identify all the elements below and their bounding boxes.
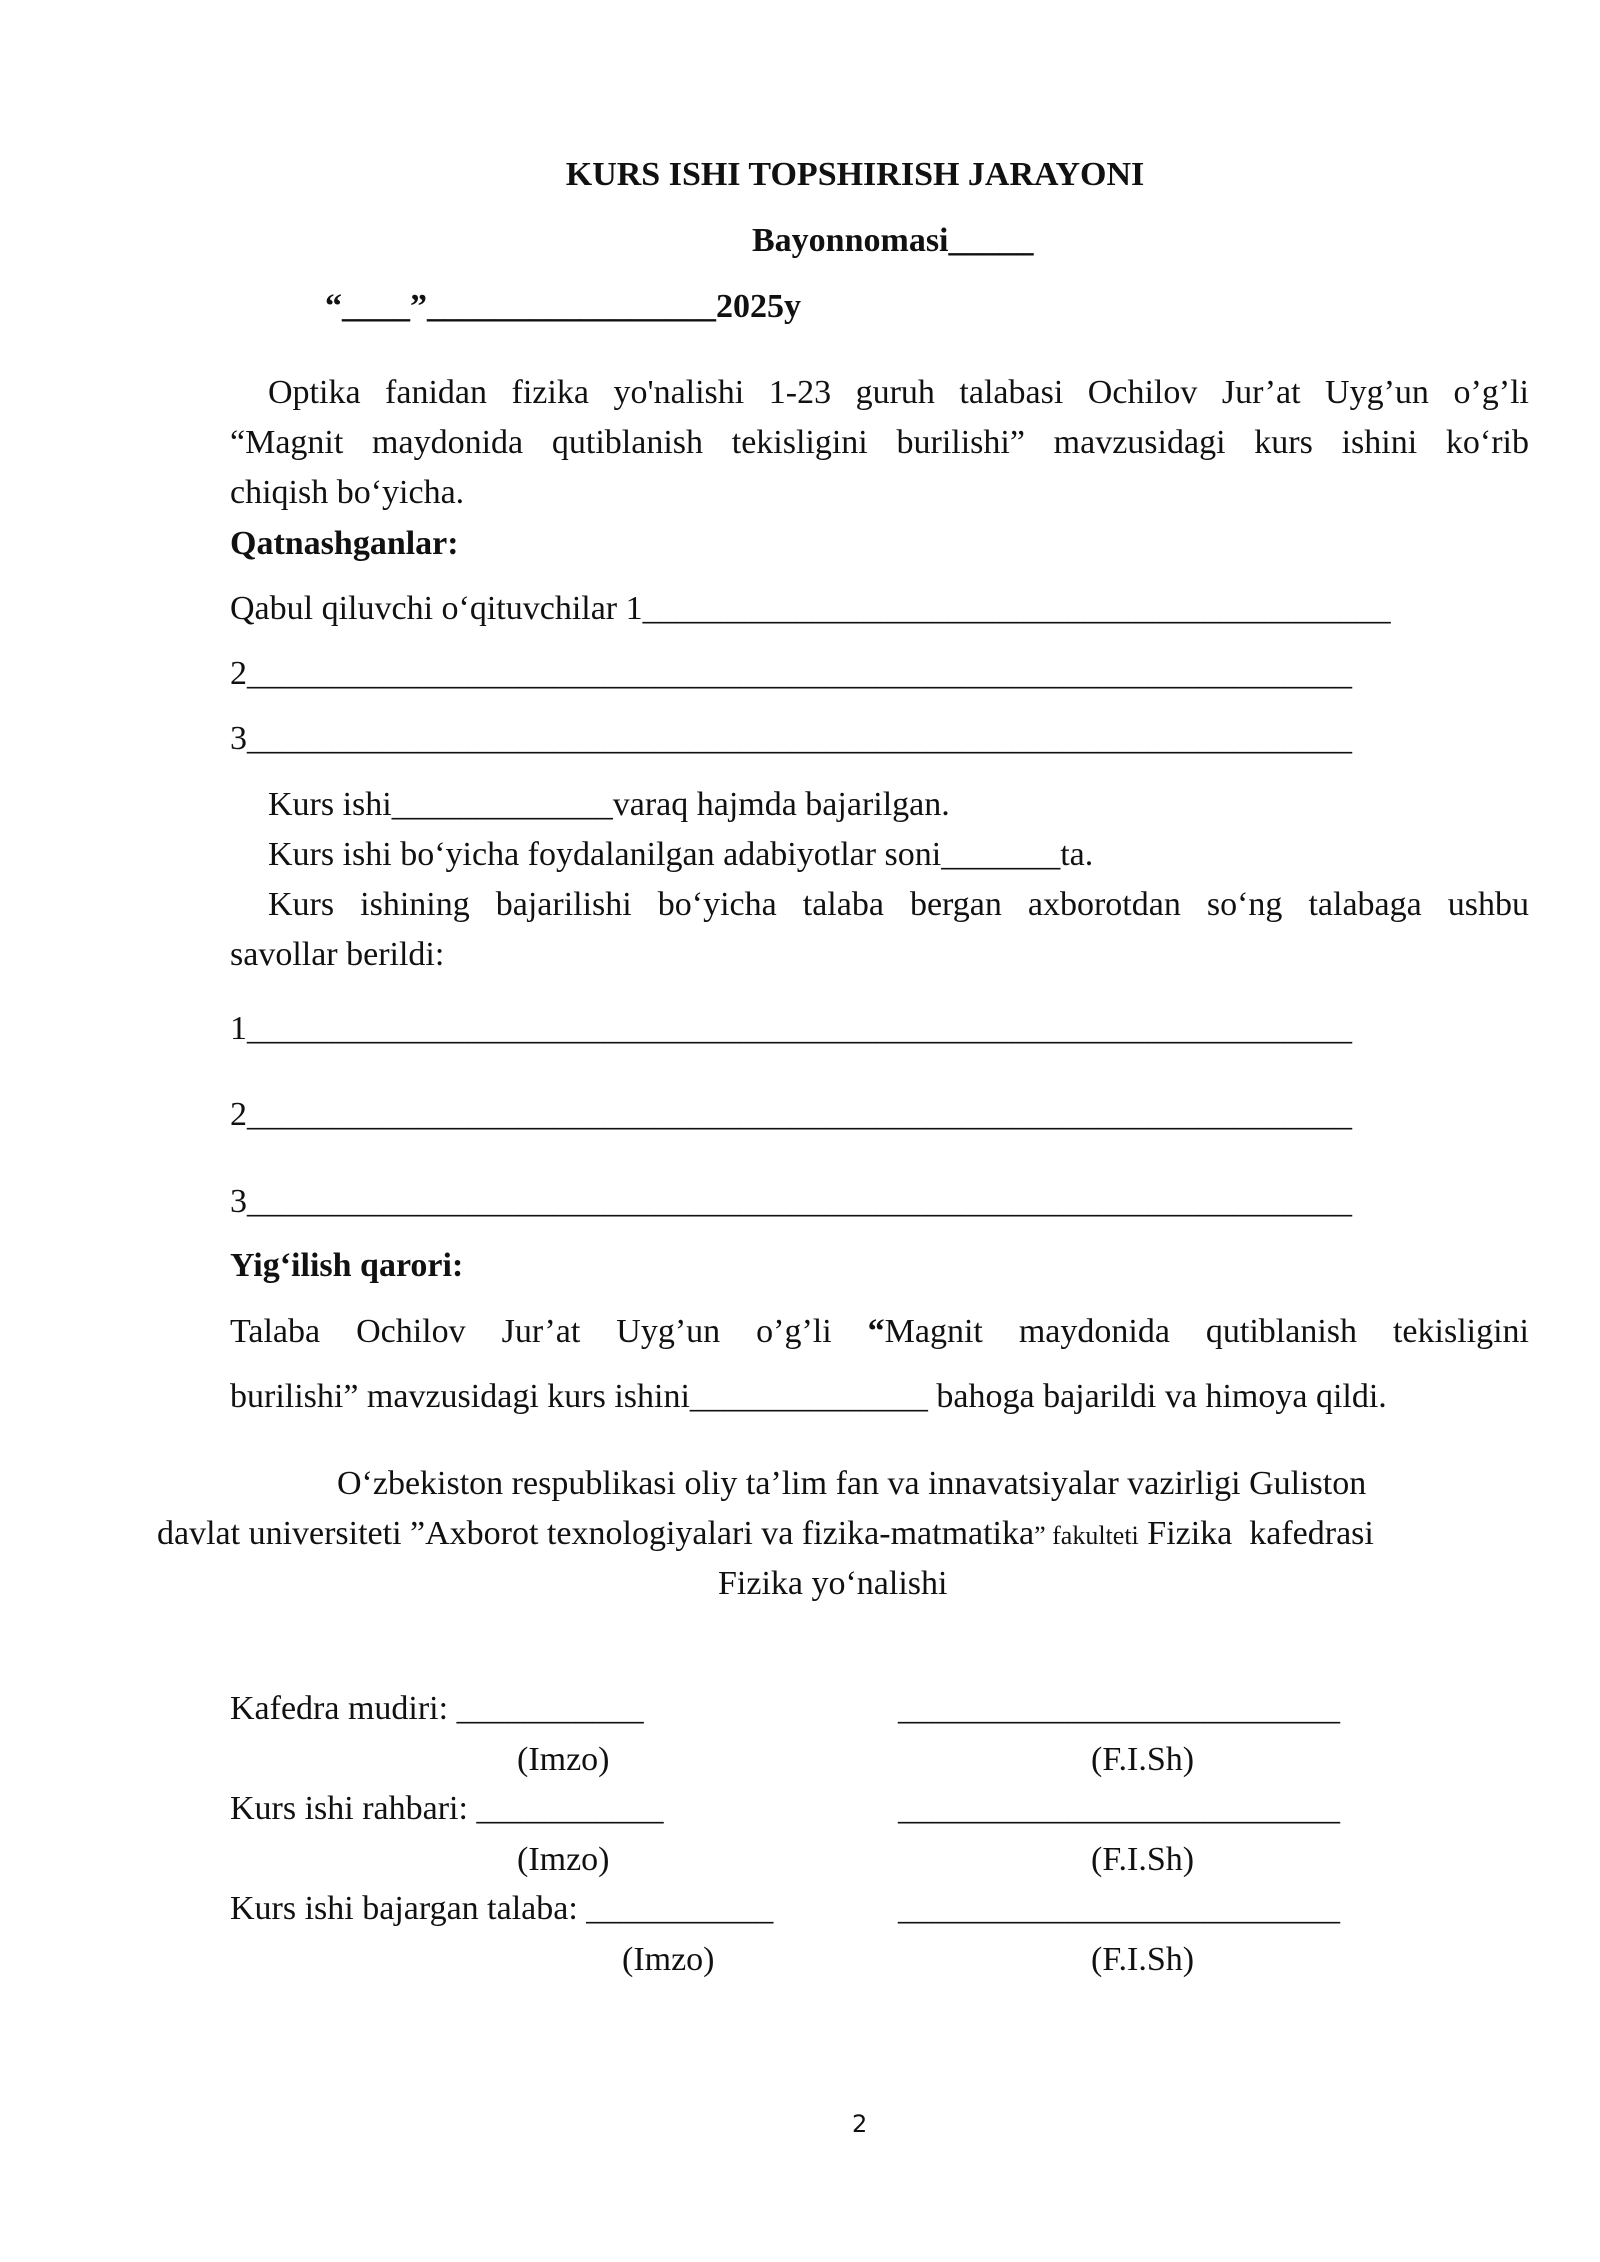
supervisor-label: Kurs ishi rahbari: ___________ (230, 1790, 664, 1827)
decision-open-quote: “ (867, 1313, 885, 1350)
institution-faculty: ” fakulteti (1034, 1521, 1139, 1550)
student-signature-caption: (Imzo) (622, 1941, 715, 1978)
questions-intro-line-1: Kurs ishining bajarilishi bo‘yicha talaba bergan axborotdan so‘ng talabaga ushbu (268, 886, 1529, 923)
participants-heading: Qatnashganlar: (230, 525, 459, 562)
decision-line-1-pre: Talaba Ochilov Jur’at Uyg’un o’g’li (230, 1313, 868, 1350)
decision-line-1 (230, 1315, 1529, 1349)
question-line-1: 1_________________________________________________________________ (230, 1010, 1352, 1047)
pages-count-line: Kurs ishi_____________varaq hajmda bajarilgan. (268, 786, 950, 823)
literature-count-line: Kurs ishi bo‘yicha foydalanilgan adabiyotlar soni_______ta. (268, 836, 1094, 873)
questions-intro-line-2: savollar berildi: (230, 936, 445, 973)
intro-line-1: Optika fanidan fizika yo'nalishi 1-23 guruh talabasi Ochilov Jur’at Uyg’un o’g’li (268, 374, 1529, 411)
intro-line-3: chiqish bo‘yicha. (230, 474, 465, 511)
head-of-department-name-line: __________________________ (898, 1690, 1340, 1727)
decision-line-2: burilishi” mavzusidagi kurs ishini______________ bahoga bajarildi va himoya qildi. (230, 1378, 1387, 1415)
intro-line-2: “Magnit maydonida qutiblanish tekisligini burilishi” mavzusidagi kurs ishini ko‘rib (230, 424, 1529, 461)
page-number: 2 (852, 2110, 868, 2138)
institution-line-2-pre: davlat universiteti ”Axborot texnologiyalari va fizika-matmatika (157, 1515, 1035, 1552)
participant-line-2: 2_________________________________________________________________ (230, 655, 1352, 692)
head-of-department-label: Kafedra mudiri: ___________ (230, 1690, 644, 1727)
participant-line-1: Qabul qiluvchi o‘qituvchilar 1____________________________________________ (230, 590, 1391, 627)
institution-line-2 (157, 1517, 1374, 1551)
supervisor-signature-caption: (Imzo) (517, 1841, 610, 1878)
supervisor-name-line: __________________________ (898, 1790, 1340, 1827)
decision-line-1-post: Magnit maydonida qutiblanish tekisligini (884, 1313, 1529, 1350)
document-subtitle: Bayonnomasi_____ (752, 222, 1034, 259)
student-label: Kurs ishi bajargan talaba: ___________ (230, 1890, 774, 1927)
document-title: KURS ISHI TOPSHIRISH JARAYONI (565, 156, 1145, 193)
institution-line-2-post: Fizika kafedrasi (1138, 1515, 1374, 1552)
student-name-line: __________________________ (898, 1890, 1340, 1927)
supervisor-name-caption: (F.I.Sh) (1091, 1841, 1195, 1878)
decision-heading: Yig‘ilish qarori: (230, 1247, 464, 1284)
institution-line-1: O‘zbekiston respublikasi oliy ta’lim fan va innavatsiyalar vazirligi Guliston (337, 1465, 1367, 1502)
head-name-caption: (F.I.Sh) (1091, 1741, 1195, 1778)
question-line-2: 2_________________________________________________________________ (230, 1096, 1352, 1133)
date-line: “____”_________________2025y (325, 288, 801, 325)
institution-line-3: Fizika yo‘nalishi (718, 1565, 948, 1602)
question-line-3: 3_________________________________________________________________ (230, 1183, 1352, 1220)
participant-line-3: 3_________________________________________________________________ (230, 720, 1352, 757)
student-name-caption: (F.I.Sh) (1091, 1941, 1195, 1978)
head-signature-caption: (Imzo) (517, 1741, 610, 1778)
